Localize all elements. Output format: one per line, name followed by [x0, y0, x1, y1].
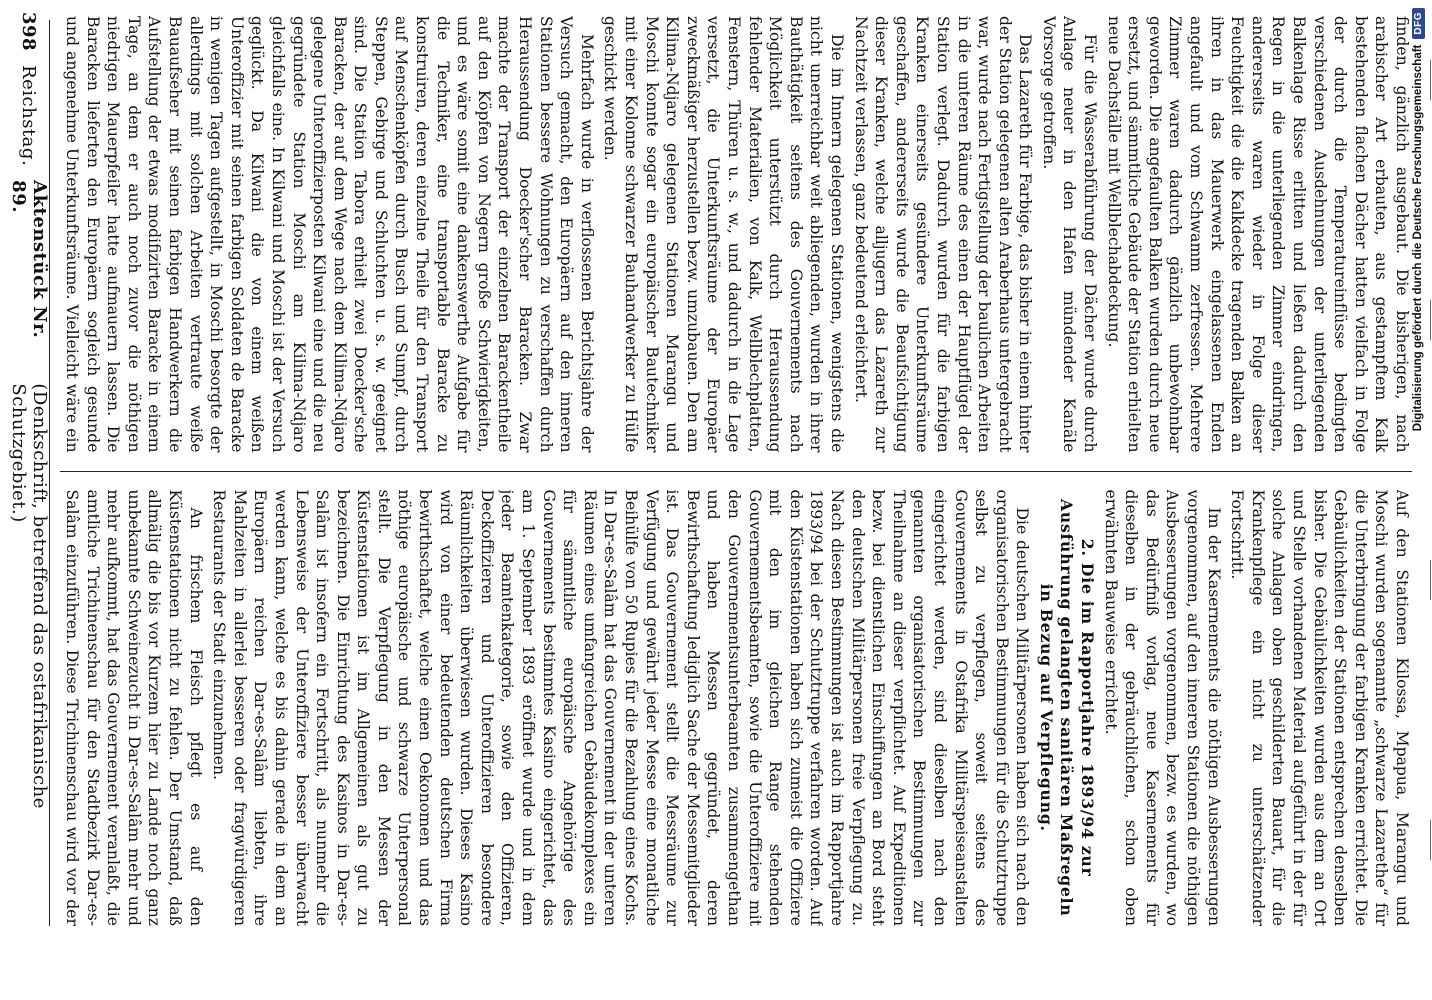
page-header — [8, 12, 50, 930]
page-number: 398 — [18, 12, 40, 52]
paragraph: Auf den Stationen Kilossa, Mpapua, Marangu und Moschi wurden sogenannte „schwarze Lazarethe“ für die Unterbringung der farbigen Kranken errichtet. Die Gebäulichkeiten der Stationen entsprechen denselben bisher. Die Gebäulichkeiten wurden aus dem an Ort und Stelle vorhandenen Material aufgeführt in der für solche Anlagen oben geschilderten Bauart, für die Krankenpflege ein nicht zu unterschätzender Fortschritt. — [1228, 489, 1411, 926]
section-heading: 2. Die im Rapportjahre 1893/94 zur Ausführung gelangten sanitären Maßregeln in Bezug auf Verpflegung. — [1036, 498, 1098, 917]
paragraph: Das Lazareth für Farbige, das bisher in einem hinter der Station gelegenen alten Araberhaus untergebracht war, wurde nach Fertigstellung der baulichen Arbeiten in die unteren Räume des einen der Hauptflügel der Station verlegt. Dadurch wurden für die farbigen Kranken einerseits gesündere Unterkunftsräume geschaffen, andererseits wurde die Beaufsichtigung dieser Kranken, welche alljugern das Lazareth zur Nachtzeit verlassen, ganz bedeutend erleichtert. — [851, 16, 1035, 453]
dfg-logo: DFG — [1412, 8, 1425, 39]
paragraph: Mehrfach wurde in verflossenen Berichtsjahre der Versuch gemacht, den Europäern auf den inneren Stationen bessere Wohnungen zu verschaffen durch Heraussendung Doecker'scher Baracken. Zwar machte der Transport der einzelnen Barackentheile auf den Köpfen von Negern große Schwierigkeiten, und es wäre somit eine dankenswerthe Aufgabe für die Techniker, eine transportable Baracke zu konstruiren, deren einzelne Theile für den Transport auf Menschenköpfen durch Busch und Sumpf, durch Steppen, Gebirge und Schluchten u. s. w. geeignet sind. Die Station Tabora erhielt zwei Doecker'sche Baracken, der auf dem Wege nach dem Kilima-Ndjaro gelegene Unteroffizierposten Kilwani eine und die neu gegründete Station Moschi am Kilima-Ndjaro gleichfalls eine. In Kilwani und Moschi ist der Versuch geglückt. Da Kilwani die von einem weißen Unteroffizier mit seinen farbigen Soldaten de Baracke in wenigen Tagen aufgestellt, in Moschi besorgte der allerdings mit solchen Arbeiten vertraute weiße Bauaufseher mit seinen farbigen Handwerkern die Aufstellung der etwas modifizirten Baracke in einem Tage, an dem er auch noch zuvor die nöthigen niedrigen Mauerpfeiler hatte aufmauern lassen. Die Baracken lieferten den Europäern sogleich gesunde und angenehme Unterkunftsräume. Vielleicht wäre ein — [63, 16, 596, 453]
publication-name: Reichstag. — [18, 65, 40, 167]
document-number: Aktenstück Nr. 89. — [8, 180, 50, 339]
paragraph: Die im Innern gelegenen Stationen, wenigstens die nicht unerreichbar weit abliegenden, wurden in ihrer Bauthätigkeit seitens des Gouvernements nach Möglichkeit unterstützt durch Heraussendung fehlender Materialien, von Kalk, Wellblechplatten, Fenstern, Thüren u. s. w., und dadurch in die Lage versetzt, die Unterkunftsräume der Europäer zweckmäßiger herzustellen bezw. umzubauen. Den am Kilima-Ndjaro gelegenen Stationen Marangu und Moschi konnte sogar ein europäischer Bautechniker mit einer Kolonne schwarzer Bauhandwerker zu Hülfe geschickt werden. — [601, 16, 846, 453]
text-columns — [60, 16, 1412, 926]
paragraph: finden, gänzlich ausgebaut. Die bisherigen, nach arabischer Art erbauten, aus gestampftem Kalk bestehenden flachen Dächer hatten vielfach in Folge der durch die Temperatureinflüsse bedingten verschiedenen Ausdehnungen der unterliegenden Balkenlage Risse erlitten und ließen dadurch den Regen in die unterliegenden Zimmer eindringen, andererseits waren wieder in Folge dieser Feuchtigkeit die die Kalkdecke tragenden Balken an ihren in das Mauerwerk eingelassenen Enden angefault und vom Schwamm zerfressen. Mehrere Zimmer waren dadurch gänzlich unbewohnbar geworden. Die angefaulten Balken wurden durch neue ersetzt, und sämmtliche Gebäude der Station erhielten neue Dachställe mit Wellblechabdeckung. — [1104, 16, 1411, 453]
column-divider — [60, 471, 1412, 472]
paragraph: Im der Kasernements die nöthigen Ausbesserungen vorgenommen, auf den inneren Stationen die nöthigen Ausbesserungen vorgenommen, bezw. es wurden, wo das Bedürfniß vorlag, neue Kasernements für dieselben in der gebräuchlichen, schon oben erwähnten Bauweise errichtet. — [1101, 489, 1223, 926]
paragraph: Die deutschen Militärpersonen haben sich nach den organisatorischen Bestimmungen für die Schutztruppe selbst zu verpflegen, soweit seitens des Gouvernements in Ostafrika Militärspeiseanstalten eingerichtet werden, sind dieselben nach den genannten organisatorischen Bestimmungen zur Theilnahme an dieser verpflichtet. Auf Expeditionen bezw. bei dienstlichen Einschiffungen an Bord steht den deutschen Militärpersonen freie Verpflegung zu. Nach diesen Bestimmungen ist auch im Rapportjahre 1893/94 bei der Schutztruppe verfahren worden. Auf den Küstenstationen haben sich zumeist die Offiziere mit den im gleichen Range stehenden Gouvernementsbeamten, sowie die Unteroffiziere mit den Gouvernementsunterbeamten zusammengethan und haben Messen gegründet, deren Bewirthschaftung lediglich Sache der Messemitglieder ist. Das Gouvernement stellt die Messräume zur Verfügung und gewährt jeder Messe eine monatliche Beihülfe von 50 Rupies für die Bezahlung eines Kochs. In Dar-es-Salâm hat das Gouvernement in der unteren Räumen eines umfangreichen Gebäudekomplexes ein für sämmtliche europäische Angehörige des Gouvernements bestimmtes Kasino eingerichtet, das am 1. September 1893 eröffnet wurde und in dem jeder Beamtenkategorie, sowie den Offizieren, Deckoffizieren und Unteroffizieren besondere Räumlichkeiten überwiesen wurden. Dieses Kasino wird von einer bedeutenden deutschen Firma bewirthschaftet, welche einen Oekonomen und das nöthige europäische und schwarze Unterpersonal stellt. Die Verpflegung in den Messen der Küstenstationen ist im Allgemeinen als gut zu bezeichnen. Die Einrichtung des Kasinos in Dar-es-Salâm ist insofern ein Fortschritt, als nunmehr die Lebensweise der Unteroffiziere besser überwacht werden kann, welche es bis dahin gerade in dem an Europäern reichen Dar-es-Salâm liebten, ihre Mahlzeiten in allerlei besseren oder fragwürdigeren Restaurants der Stadt einzunehmen. — [210, 489, 1032, 926]
credit-text: Digitalisierung gefördert durch die Deutsche Forschungsgemeinschaft — [1412, 44, 1424, 432]
paragraph: An frischem Fleisch pflegt es auf den Küstenstationen nicht zu fehlen. Der Umstand, daß allmälig die bis vor Kurzem hier zu Lande noch ganz unbekannte Schweinezucht in Dar-es-Salâm mehr und mehr aufkommt, hat das Gouvernement veranlaßt, die amtliche Trichinenschau für den Stadtbezirk Dar-es-Salâm einzuführen. Diese Trichinenschau wird vor der — [63, 489, 205, 926]
column-left — [60, 16, 1412, 453]
column-right — [60, 490, 1412, 927]
digitization-credit — [1406, 0, 1430, 1000]
paragraph: Für die Wasserabführung der Dächer wurde durch Anlage neuer in den Hafen mündender Kanäle Vorsorge getroffen. — [1039, 16, 1100, 453]
document-subject: (Denkschrift, betreffend das ostafrikanische Schutzgebiet.) — [8, 383, 50, 809]
